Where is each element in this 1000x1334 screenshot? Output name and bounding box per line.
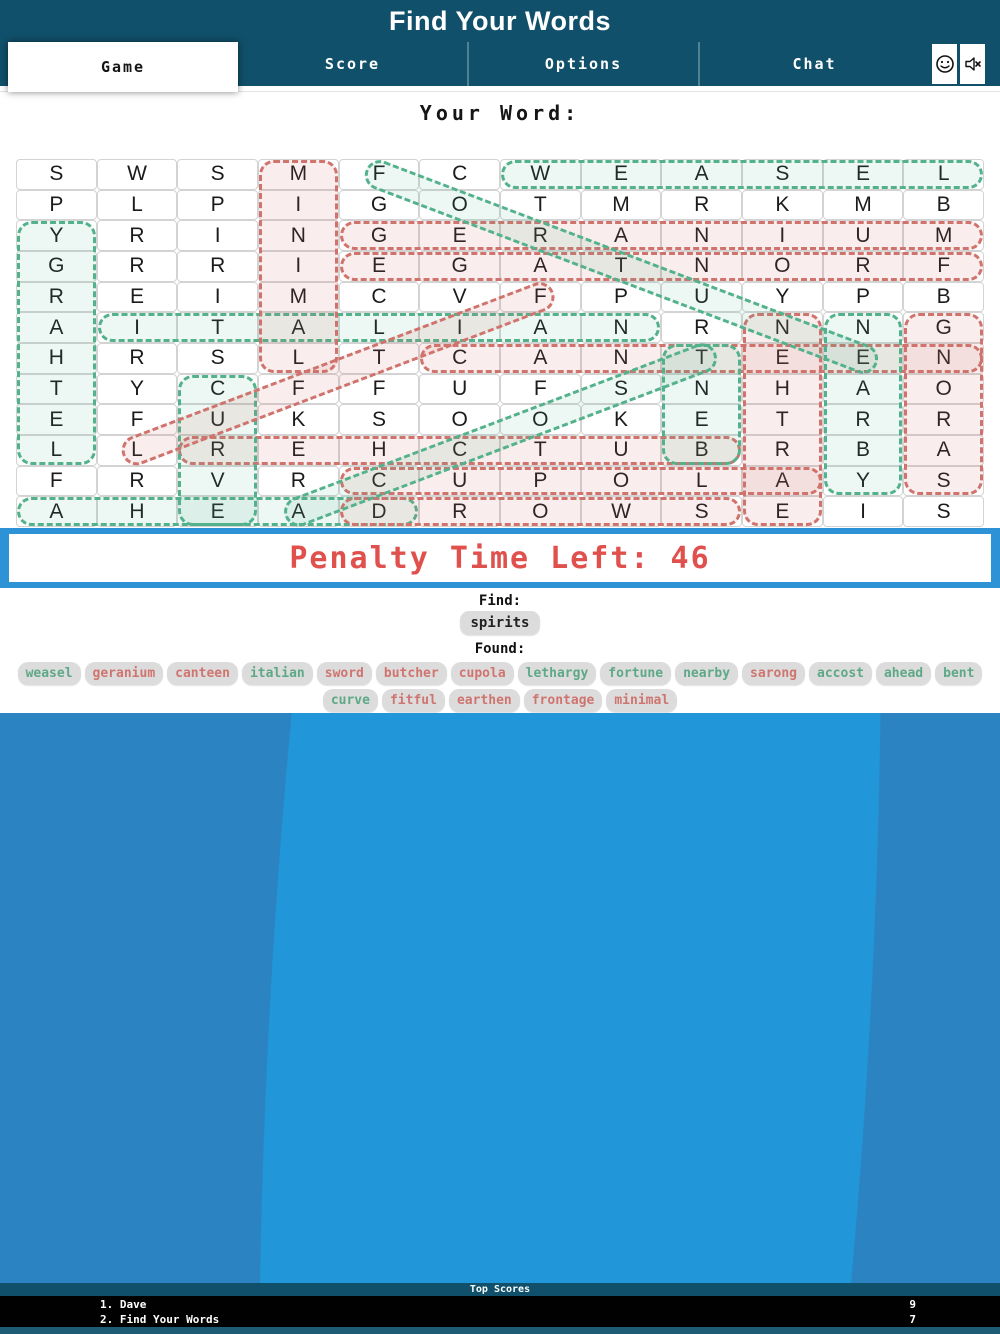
grid-cell[interactable]: B [661, 435, 742, 466]
grid-cell[interactable]: S [177, 343, 258, 374]
grid-cell[interactable]: N [581, 312, 662, 343]
grid-cell[interactable]: G [339, 220, 420, 251]
grid-cell[interactable]: F [500, 374, 581, 405]
found-word-chip: fitful [382, 689, 445, 712]
grid-cell[interactable]: R [903, 404, 984, 435]
grid-cell[interactable]: R [500, 220, 581, 251]
found-word-chip: frontage [524, 689, 603, 712]
grid-cell[interactable]: E [661, 404, 742, 435]
grid-cell[interactable]: A [742, 466, 823, 497]
grid-cell[interactable]: H [742, 374, 823, 405]
grid-cell[interactable]: L [97, 435, 178, 466]
grid-cell[interactable]: N [258, 220, 339, 251]
grid-cell[interactable]: U [177, 404, 258, 435]
tab-score[interactable]: Score [324, 55, 381, 73]
found-word-chip: minimal [606, 689, 677, 712]
grid-cell[interactable]: N [903, 343, 984, 374]
found-label: Found: [474, 641, 526, 657]
page-title: Find Your Words [389, 5, 611, 36]
grid-cell[interactable]: G [419, 251, 500, 282]
grid-cell[interactable]: M [258, 282, 339, 313]
found-word-chip: curve [323, 689, 378, 712]
grid-cell[interactable]: P [823, 282, 904, 313]
grid-cell[interactable]: O [500, 404, 581, 435]
penalty-text: Penalty Time Left: 46 [289, 540, 711, 576]
grid-cell[interactable]: U [581, 435, 662, 466]
penalty-box [9, 534, 991, 582]
grid-cell[interactable]: K [258, 404, 339, 435]
grid-cell[interactable]: A [823, 374, 904, 405]
grid-cell[interactable]: R [661, 190, 742, 221]
grid-cell[interactable]: A [500, 312, 581, 343]
score-name: 1. Dave [100, 1298, 147, 1311]
tab-chat[interactable]: Chat [698, 42, 929, 86]
grid-cell[interactable]: E [823, 343, 904, 374]
grid-cell[interactable]: W [500, 159, 581, 190]
grid-cell[interactable]: R [742, 435, 823, 466]
grid-cell[interactable]: L [903, 159, 984, 190]
grid-cell[interactable]: P [177, 190, 258, 221]
grid-cell[interactable]: P [581, 282, 662, 313]
mute-icon [963, 54, 983, 74]
grid-cell[interactable]: A [500, 251, 581, 282]
grid-cell[interactable]: R [97, 220, 178, 251]
grid-cell[interactable]: E [742, 496, 823, 527]
grid-cell[interactable]: E [339, 251, 420, 282]
grid-cell[interactable]: E [742, 343, 823, 374]
grid-cell[interactable]: W [97, 159, 178, 190]
grid-cell[interactable]: T [177, 312, 258, 343]
found-word-chip: canteen [167, 662, 238, 685]
grid-cell[interactable]: N [742, 312, 823, 343]
grid-cell[interactable]: N [823, 312, 904, 343]
grid-cell[interactable]: R [258, 466, 339, 497]
grid-cell[interactable]: F [500, 282, 581, 313]
grid-cell[interactable]: I [419, 312, 500, 343]
grid-cell[interactable]: R [823, 404, 904, 435]
grid-cell[interactable]: T [500, 190, 581, 221]
background-curve-shape [187, 713, 954, 1283]
found-word-chip: sarong [742, 662, 805, 685]
grid-cell[interactable]: O [903, 374, 984, 405]
grid-cell[interactable]: D [339, 496, 420, 527]
grid-cell[interactable]: H [16, 343, 97, 374]
penalty-strip [0, 528, 1000, 588]
grid-cell[interactable]: G [903, 312, 984, 343]
grid-cell[interactable]: M [823, 190, 904, 221]
grid-cell[interactable]: C [339, 282, 420, 313]
grid-cell[interactable]: R [177, 435, 258, 466]
grid-cell[interactable]: R [97, 251, 178, 282]
grid-cell[interactable]: I [258, 190, 339, 221]
grid-cell[interactable]: E [258, 435, 339, 466]
found-word-chip: cupola [451, 662, 514, 685]
grid-cell[interactable]: L [661, 466, 742, 497]
grid-cell[interactable]: O [742, 251, 823, 282]
grid-cell[interactable]: N [581, 343, 662, 374]
grid-cell[interactable]: Y [742, 282, 823, 313]
score-name: 2. Find Your Words [100, 1313, 220, 1326]
grid-cell[interactable]: B [823, 435, 904, 466]
grid-cell[interactable]: N [661, 374, 742, 405]
grid-cell[interactable]: I [177, 282, 258, 313]
grid-cell[interactable]: G [16, 251, 97, 282]
your-word-label: Your Word: [419, 101, 581, 125]
grid-cell[interactable]: W [581, 496, 662, 527]
grid-cell[interactable]: E [823, 159, 904, 190]
grid-cell[interactable]: F [339, 374, 420, 405]
grid-cell[interactable]: M [258, 159, 339, 190]
find-word-row [0, 611, 1000, 635]
grid-cell[interactable]: T [339, 343, 420, 374]
grid-cell[interactable]: E [177, 496, 258, 527]
grid-cell[interactable]: S [16, 159, 97, 190]
grid-cell[interactable]: R [16, 282, 97, 313]
grid-cell[interactable]: S [581, 374, 662, 405]
grid-cell[interactable]: E [419, 220, 500, 251]
found-word-chip: earthen [449, 689, 520, 712]
find-label: Find: [478, 593, 522, 609]
title-bar [0, 0, 1000, 42]
grid-cell[interactable]: T [742, 404, 823, 435]
grid-cell[interactable]: S [903, 496, 984, 527]
grid-cell[interactable]: L [97, 190, 178, 221]
grid-cell[interactable]: Y [16, 220, 97, 251]
grid-cell[interactable]: N [661, 220, 742, 251]
word-grid [16, 159, 984, 527]
found-word-chip: butcher [376, 662, 447, 685]
grid-cell[interactable]: I [823, 496, 904, 527]
grid-cell[interactable]: I [177, 220, 258, 251]
found-word-chip: bent [935, 662, 982, 685]
score-value: 9 [909, 1298, 916, 1311]
grid-cell[interactable]: C [419, 435, 500, 466]
grid-cell[interactable]: Y [97, 374, 178, 405]
grid-cell[interactable]: T [661, 343, 742, 374]
grid-cell[interactable]: P [16, 190, 97, 221]
grid-cell[interactable]: O [500, 496, 581, 527]
grid-cell[interactable]: Y [823, 466, 904, 497]
grid-cell[interactable]: A [258, 312, 339, 343]
grid-cell[interactable]: F [258, 374, 339, 405]
grid-cell[interactable]: U [419, 374, 500, 405]
word-search-area [16, 159, 984, 527]
grid-cell[interactable]: P [500, 466, 581, 497]
grid-cell[interactable]: S [177, 159, 258, 190]
grid-cell[interactable]: U [419, 466, 500, 497]
score-value: 7 [909, 1313, 916, 1326]
grid-cell[interactable]: B [903, 282, 984, 313]
find-word-chip: spirits [460, 611, 539, 635]
grid-cell[interactable]: A [16, 312, 97, 343]
grid-cell[interactable]: E [581, 159, 662, 190]
grid-cell[interactable]: M [903, 220, 984, 251]
game-background [0, 713, 1000, 1283]
grid-cell[interactable]: G [339, 190, 420, 221]
grid-cell[interactable]: S [903, 466, 984, 497]
top-scores-header: Top Scores [0, 1283, 1000, 1296]
grid-cell[interactable]: S [661, 496, 742, 527]
bottom-strip [0, 1327, 1000, 1334]
grid-cell[interactable]: R [419, 496, 500, 527]
tab-game[interactable]: Game [8, 42, 238, 92]
grid-cell[interactable]: U [823, 220, 904, 251]
grid-cell[interactable]: A [500, 343, 581, 374]
found-word-chip: lethargy [518, 662, 597, 685]
grid-cell[interactable]: R [823, 251, 904, 282]
tab-options[interactable]: Options [467, 42, 698, 86]
grid-cell[interactable]: F [903, 251, 984, 282]
grid-cell[interactable]: E [16, 404, 97, 435]
found-word-chip: fortune [600, 662, 671, 685]
grid-cell[interactable]: U [661, 282, 742, 313]
grid-cell[interactable]: A [258, 496, 339, 527]
grid-cell[interactable]: R [97, 343, 178, 374]
found-word-chip: italian [242, 662, 313, 685]
grid-cell[interactable]: F [97, 404, 178, 435]
found-word-chip: weasel [18, 662, 81, 685]
grid-cell[interactable]: A [903, 435, 984, 466]
grid-cell[interactable]: O [419, 190, 500, 221]
found-word-chip: sword [317, 662, 372, 685]
grid-cell[interactable]: T [16, 374, 97, 405]
grid-cell[interactable]: A [16, 496, 97, 527]
score-row [0, 1311, 1000, 1326]
grid-cell[interactable]: R [97, 466, 178, 497]
emote-button[interactable] [932, 44, 957, 84]
grid-cell[interactable]: F [339, 159, 420, 190]
grid-cell[interactable]: M [581, 190, 662, 221]
grid-cell[interactable]: L [16, 435, 97, 466]
grid-cell[interactable]: V [419, 282, 500, 313]
grid-cell[interactable]: C [177, 374, 258, 405]
grid-cell[interactable]: R [661, 312, 742, 343]
found-word-chip: nearby [675, 662, 738, 685]
grid-cell[interactable]: C [419, 343, 500, 374]
grid-cell[interactable]: R [177, 251, 258, 282]
grid-cell[interactable]: T [581, 251, 662, 282]
top-scores-list [0, 1296, 1000, 1327]
grid-cell[interactable]: N [661, 251, 742, 282]
found-word-chip: geranium [85, 662, 164, 685]
found-word-chip: ahead [876, 662, 931, 685]
grid-cell[interactable]: F [16, 466, 97, 497]
grid-cell[interactable]: I [742, 220, 823, 251]
grid-cell[interactable]: I [258, 251, 339, 282]
grid-cell[interactable]: L [258, 343, 339, 374]
mute-button[interactable] [960, 44, 985, 84]
grid-cell[interactable]: T [500, 435, 581, 466]
grid-cell[interactable]: L [339, 312, 420, 343]
found-word-chip: accost [809, 662, 872, 685]
grid-cell[interactable]: K [742, 190, 823, 221]
grid-cell[interactable]: B [903, 190, 984, 221]
smiley-icon [935, 54, 955, 74]
found-words-list [0, 660, 1000, 714]
grid-cell[interactable]: I [97, 312, 178, 343]
grid-cell[interactable]: H [97, 496, 178, 527]
grid-cell[interactable]: C [339, 466, 420, 497]
grid-cell[interactable]: K [581, 404, 662, 435]
grid-cell[interactable]: O [581, 466, 662, 497]
grid-cell[interactable]: S [742, 159, 823, 190]
grid-cell[interactable]: A [661, 159, 742, 190]
score-row [0, 1296, 1000, 1311]
grid-cell[interactable]: C [419, 159, 500, 190]
grid-cell[interactable]: E [97, 282, 178, 313]
grid-cell[interactable]: S [339, 404, 420, 435]
grid-cell[interactable]: A [581, 220, 662, 251]
tab-bar [0, 42, 1000, 86]
grid-cell[interactable]: O [419, 404, 500, 435]
grid-cell[interactable]: V [177, 466, 258, 497]
grid-cell[interactable]: H [339, 435, 420, 466]
